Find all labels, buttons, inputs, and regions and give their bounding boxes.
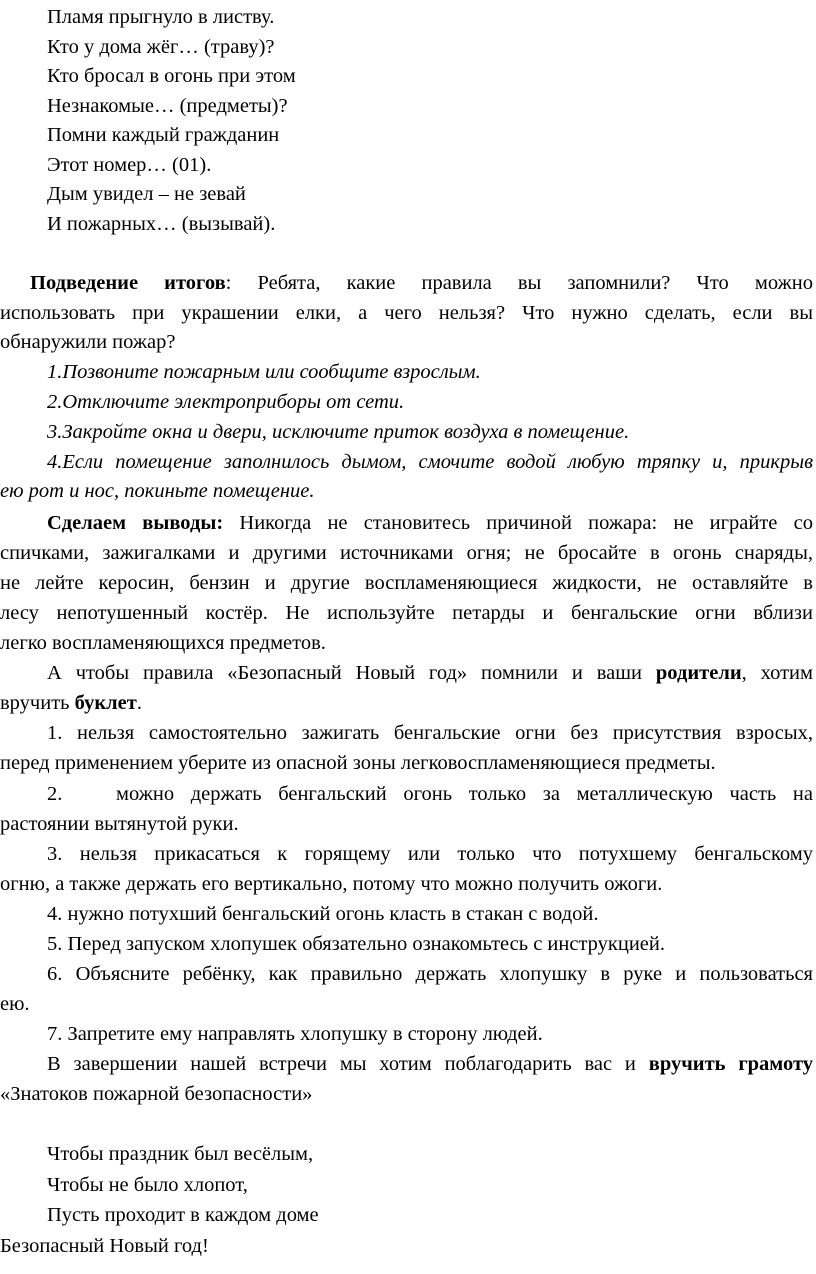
poem-line: Дым увидел – не зевай	[47, 183, 246, 205]
conclusions-line: спичками, зажигалками и другими источниками огня; не бросайте в огонь снаряды,	[0, 542, 813, 564]
rule-item: 4. нужно потухший бенгальский огонь класть в стакан с водой.	[47, 903, 599, 925]
poem-line: Этот номер… (01).	[47, 154, 212, 176]
step-item: ею рот и нос, покиньте помещение.	[0, 480, 315, 502]
poem-line: Пламя прыгнуло в листву.	[47, 6, 275, 28]
poem-line: Чтобы не было хлопот,	[47, 1174, 248, 1196]
rule-item: можно держать бенгальский огонь только за металлическую часть на	[116, 783, 813, 805]
rule-item: огню, а также держать его вертикально, потому что можно получить ожоги.	[0, 873, 663, 895]
poem-line: Незнакомые… (предметы)?	[47, 95, 288, 117]
rule-item: перед применением уберите из опасной зоны легковоспламеняющиеся предметы.	[0, 752, 716, 774]
ending-line: В завершении нашей встречи мы хотим поблагодарить вас и вручить грамоту	[47, 1053, 814, 1075]
rule-item: 1. нельзя самостоятельно зажигать бенгальские огни без присутствия взросых,	[47, 722, 813, 744]
rule-item: 3. нельзя прикасаться к горящему или только что потухшему бенгальскому	[47, 843, 813, 865]
poem-line: И пожарных… (вызывай).	[47, 213, 276, 235]
booklet-line: А чтобы правила «Безопасный Новый год» помнили и ваши родители, хотим	[47, 662, 814, 684]
step-item: 4.Если помещение заполнилось дымом, смочите водой любую тряпку и, прикрыв	[47, 451, 813, 473]
poem-line: Помни каждый гражданин	[47, 124, 280, 146]
conclusions-line: Сделаем выводы: Никогда не становитесь причиной пожара: не играйте со	[47, 512, 813, 534]
rule-item: 6. Объясните ребёнку, как правильно держать хлопушку в руке и пользоваться	[47, 963, 813, 985]
step-item: 1.Позвоните пожарным или сообщите взрослым.	[47, 361, 481, 383]
rule-item: 5. Перед запуском хлопушек обязательно ознакомьтесь с инструкцией.	[47, 933, 666, 955]
rule-item: 7. Запретите ему направлять хлопушку в сторону людей.	[47, 1023, 543, 1045]
rule-number: 2.	[47, 783, 63, 805]
summary-line: использовать при украшении елки, а чего нельзя? Что нужно сделать, если вы	[0, 302, 813, 324]
booklet-line: вручить буклет.	[0, 692, 142, 714]
conclusions-label: Сделаем выводы:	[47, 512, 224, 534]
poem-line: Пусть проходит в каждом доме	[47, 1204, 319, 1226]
step-item: 3.Закройте окна и двери, исключите приток воздуха в помещение.	[47, 421, 630, 443]
poem-line: Кто у дома жёг… (траву)?	[47, 36, 275, 58]
summary-line: Подведение итогов: Ребята, какие правила вы запомнили? Что можно	[30, 272, 813, 294]
ending-line: «Знатоков пожарной безопасности»	[0, 1083, 313, 1105]
poem-line: Чтобы праздник был весёлым,	[47, 1143, 314, 1165]
booklet-emphasis: буклет	[74, 692, 137, 714]
rule-item: растоянии вытянутой руки.	[0, 813, 239, 835]
summary-label: Подведение итогов	[30, 272, 226, 294]
parents-emphasis: родители	[655, 662, 742, 684]
conclusions-line: лесу непотушенный костёр. Не используйте петарды и бенгальские огни вблизи	[0, 602, 813, 624]
summary-line: обнаружили пожар?	[0, 331, 176, 353]
certificate-emphasis: вручить грамоту	[648, 1053, 814, 1075]
step-item: 2.Отключите электроприборы от сети.	[47, 391, 405, 413]
rule-item: ею.	[0, 993, 30, 1015]
poem-line: Кто бросал в огонь при этом	[47, 65, 296, 87]
conclusions-line: не лейте керосин, бензин и другие воспламеняющиеся жидкости, не оставляйте в	[0, 572, 813, 594]
conclusions-line: легко воспламеняющихся предметов.	[0, 632, 326, 654]
poem-line: Безопасный Новый год!	[0, 1235, 209, 1257]
